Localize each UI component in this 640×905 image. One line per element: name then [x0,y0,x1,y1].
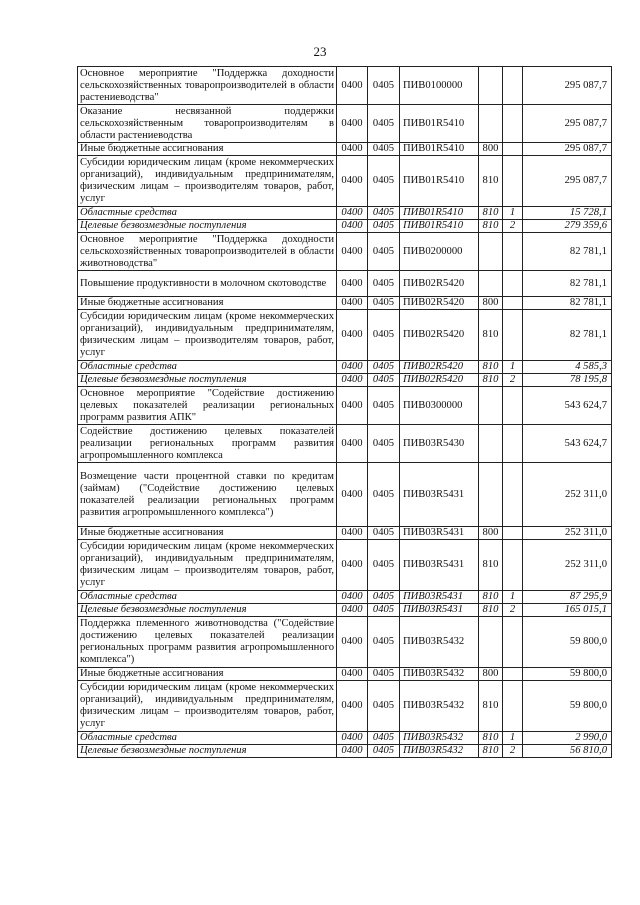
row-name-cell: Субсидии юридическим лицам (кроме некоммерческих организаций), индивидуальным предпринимателям, физическим лицам – производителям товаров, работ, услуг [78,540,337,591]
funding-source-cell: 1 [503,732,523,745]
subsection-code-cell: 0405 [368,681,400,732]
amount-cell: 295 087,7 [523,105,612,143]
page-number: 23 [313,44,327,59]
subsection-code-cell: 0405 [368,220,400,233]
row-name-cell: Иные бюджетные ассигнования [78,668,337,681]
subsection-code-cell: 0405 [368,745,400,758]
table-row [78,143,612,156]
section-code-cell: 0400 [337,105,368,143]
expense-type-cell: 800 [479,143,503,156]
amount-cell: 59 800,0 [523,681,612,732]
expense-type-cell [479,425,503,463]
table-row [78,591,612,604]
funding-source-cell [503,617,523,668]
section-code-cell: 0400 [337,540,368,591]
expense-type-cell: 810 [479,540,503,591]
expense-type-cell [479,271,503,297]
subsection-code-cell: 0405 [368,527,400,540]
subsection-code-cell: 0405 [368,361,400,374]
funding-source-cell [503,681,523,732]
row-name-cell: Целевые безвозмездные поступления [78,374,337,387]
funding-source-cell: 2 [503,220,523,233]
target-article-cell: ПИВ03R5430 [400,425,479,463]
funding-source-cell: 1 [503,591,523,604]
table-row [78,540,612,591]
funding-source-cell [503,105,523,143]
section-code-cell: 0400 [337,233,368,271]
table-row [78,374,612,387]
target-article-cell: ПИВ03R5432 [400,668,479,681]
row-name-cell: Областные средства [78,732,337,745]
table-row [78,220,612,233]
table-row [78,425,612,463]
table-row [78,745,612,758]
amount-cell: 56 810,0 [523,745,612,758]
target-article-cell: ПИВ03R5432 [400,732,479,745]
row-name-cell: Содействие достижению целевых показателей реализации региональных программ развития агропромышленного комплекса [78,425,337,463]
budget-table [77,66,612,758]
funding-source-cell [503,527,523,540]
amount-cell: 59 800,0 [523,668,612,681]
subsection-code-cell: 0405 [368,668,400,681]
table-row [78,668,612,681]
subsection-code-cell: 0405 [368,463,400,527]
target-article-cell: ПИВ03R5431 [400,591,479,604]
funding-source-cell [503,143,523,156]
section-code-cell: 0400 [337,374,368,387]
target-article-cell: ПИВ03R5432 [400,617,479,668]
expense-type-cell: 810 [479,745,503,758]
amount-cell: 87 295,9 [523,591,612,604]
expense-type-cell: 810 [479,681,503,732]
target-article-cell: ПИВ02R5420 [400,310,479,361]
table-row [78,387,612,425]
section-code-cell: 0400 [337,361,368,374]
row-name-cell: Основное мероприятие "Поддержка доходности сельскохозяйственных товаропроизводителей в области животноводства" [78,233,337,271]
table-row [78,233,612,271]
table-row [78,463,612,527]
row-name-cell: Областные средства [78,207,337,220]
amount-cell: 82 781,1 [523,297,612,310]
section-code-cell: 0400 [337,463,368,527]
funding-source-cell [503,233,523,271]
expense-type-cell: 810 [479,604,503,617]
section-code-cell: 0400 [337,745,368,758]
section-code-cell: 0400 [337,207,368,220]
section-code-cell: 0400 [337,732,368,745]
amount-cell: 165 015,1 [523,604,612,617]
row-name-cell: Иные бюджетные ассигнования [78,143,337,156]
section-code-cell: 0400 [337,220,368,233]
target-article-cell: ПИВ03R5432 [400,681,479,732]
table-row [78,604,612,617]
amount-cell: 279 359,6 [523,220,612,233]
row-name-cell: Целевые безвозмездные поступления [78,745,337,758]
section-code-cell: 0400 [337,297,368,310]
row-name-cell: Возмещение части процентной ставки по кредитам (займам) ("Содействие достижению целевых показателей реализации региональных программ развития агропромышленного комплекса") [78,463,337,527]
table-row [78,156,612,207]
expense-type-cell [479,617,503,668]
subsection-code-cell: 0405 [368,425,400,463]
section-code-cell: 0400 [337,668,368,681]
funding-source-cell: 2 [503,745,523,758]
funding-source-cell [503,67,523,105]
target-article-cell: ПИВ01R5410 [400,156,479,207]
funding-source-cell: 2 [503,374,523,387]
amount-cell: 59 800,0 [523,617,612,668]
target-article-cell: ПИВ03R5431 [400,604,479,617]
funding-source-cell [503,668,523,681]
subsection-code-cell: 0405 [368,207,400,220]
target-article-cell: ПИВ02R5420 [400,374,479,387]
subsection-code-cell: 0405 [368,156,400,207]
amount-cell: 543 624,7 [523,387,612,425]
target-article-cell: ПИВ03R5431 [400,463,479,527]
subsection-code-cell: 0405 [368,67,400,105]
funding-source-cell [503,425,523,463]
row-name-cell: Субсидии юридическим лицам (кроме некоммерческих организаций), индивидуальным предпринимателям, физическим лицам – производителям товаров, работ, услуг [78,156,337,207]
amount-cell: 82 781,1 [523,233,612,271]
expense-type-cell [479,105,503,143]
expense-type-cell [479,233,503,271]
table-row [78,310,612,361]
section-code-cell: 0400 [337,387,368,425]
table-row [78,732,612,745]
section-code-cell: 0400 [337,310,368,361]
table-row [78,617,612,668]
amount-cell: 252 311,0 [523,540,612,591]
row-name-cell: Оказание несвязанной поддержки сельскохозяйственным товаропроизводителям в области растениеводства [78,105,337,143]
funding-source-cell: 1 [503,361,523,374]
expense-type-cell [479,67,503,105]
expense-type-cell: 810 [479,310,503,361]
target-article-cell: ПИВ01R5410 [400,220,479,233]
subsection-code-cell: 0405 [368,297,400,310]
expense-type-cell: 810 [479,156,503,207]
row-name-cell: Целевые безвозмездные поступления [78,604,337,617]
row-name-cell: Основное мероприятие "Содействие достижению целевых показателей реализации региональных программ развития АПК" [78,387,337,425]
table-row [78,67,612,105]
section-code-cell: 0400 [337,527,368,540]
row-name-cell: Иные бюджетные ассигнования [78,527,337,540]
funding-source-cell [503,463,523,527]
section-code-cell: 0400 [337,271,368,297]
section-code-cell: 0400 [337,425,368,463]
subsection-code-cell: 0405 [368,233,400,271]
subsection-code-cell: 0405 [368,604,400,617]
expense-type-cell: 810 [479,374,503,387]
expense-type-cell: 810 [479,220,503,233]
target-article-cell: ПИВ03R5431 [400,540,479,591]
amount-cell: 543 624,7 [523,425,612,463]
funding-source-cell [503,271,523,297]
subsection-code-cell: 0405 [368,143,400,156]
amount-cell: 2 990,0 [523,732,612,745]
target-article-cell: ПИВ02R5420 [400,271,479,297]
row-name-cell: Субсидии юридическим лицам (кроме некоммерческих организаций), индивидуальным предпринимателям, физическим лицам – производителям товаров, работ, услуг [78,681,337,732]
funding-source-cell [503,387,523,425]
table-row [78,361,612,374]
subsection-code-cell: 0405 [368,310,400,361]
expense-type-cell: 800 [479,668,503,681]
subsection-code-cell: 0405 [368,540,400,591]
amount-cell: 295 087,7 [523,143,612,156]
target-article-cell: ПИВ03R5431 [400,527,479,540]
amount-cell: 4 585,3 [523,361,612,374]
section-code-cell: 0400 [337,617,368,668]
row-name-cell: Целевые безвозмездные поступления [78,220,337,233]
table-row [78,681,612,732]
funding-source-cell: 2 [503,604,523,617]
row-name-cell: Иные бюджетные ассигнования [78,297,337,310]
table-row [78,527,612,540]
expense-type-cell: 810 [479,591,503,604]
section-code-cell: 0400 [337,156,368,207]
expense-type-cell [479,387,503,425]
row-name-cell: Субсидии юридическим лицам (кроме некоммерческих организаций), индивидуальным предпринимателям, физическим лицам – производителям товаров, работ, услуг [78,310,337,361]
table-row [78,105,612,143]
target-article-cell: ПИВ0200000 [400,233,479,271]
amount-cell: 252 311,0 [523,463,612,527]
table-row [78,271,612,297]
amount-cell: 82 781,1 [523,271,612,297]
budget-table-body [78,67,612,758]
target-article-cell: ПИВ01R5410 [400,143,479,156]
row-name-cell: Областные средства [78,361,337,374]
amount-cell: 252 311,0 [523,527,612,540]
expense-type-cell: 800 [479,297,503,310]
section-code-cell: 0400 [337,67,368,105]
subsection-code-cell: 0405 [368,271,400,297]
expense-type-cell [479,463,503,527]
amount-cell: 82 781,1 [523,310,612,361]
table-row [78,207,612,220]
expense-type-cell: 800 [479,527,503,540]
section-code-cell: 0400 [337,591,368,604]
section-code-cell: 0400 [337,681,368,732]
section-code-cell: 0400 [337,604,368,617]
target-article-cell: ПИВ0300000 [400,387,479,425]
expense-type-cell: 810 [479,361,503,374]
target-article-cell: ПИВ02R5420 [400,361,479,374]
subsection-code-cell: 0405 [368,617,400,668]
row-name-cell: Поддержка племенного животноводства ("Содействие достижению целевых показателей реализации региональных программ развития агропромышленного комплекса") [78,617,337,668]
target-article-cell: ПИВ01R5410 [400,105,479,143]
subsection-code-cell: 0405 [368,591,400,604]
target-article-cell: ПИВ01R5410 [400,207,479,220]
amount-cell: 15 728,1 [523,207,612,220]
table-row [78,297,612,310]
section-code-cell: 0400 [337,143,368,156]
expense-type-cell: 810 [479,732,503,745]
amount-cell: 295 087,7 [523,156,612,207]
funding-source-cell [503,297,523,310]
amount-cell: 78 195,8 [523,374,612,387]
funding-source-cell [503,540,523,591]
row-name-cell: Повышение продуктивности в молочном скотоводстве [78,271,337,297]
funding-source-cell: 1 [503,207,523,220]
amount-cell: 295 087,7 [523,67,612,105]
row-name-cell: Областные средства [78,591,337,604]
expense-type-cell: 810 [479,207,503,220]
target-article-cell: ПИВ03R5432 [400,745,479,758]
subsection-code-cell: 0405 [368,105,400,143]
target-article-cell: ПИВ0100000 [400,67,479,105]
subsection-code-cell: 0405 [368,387,400,425]
target-article-cell: ПИВ02R5420 [400,297,479,310]
funding-source-cell [503,310,523,361]
funding-source-cell [503,156,523,207]
subsection-code-cell: 0405 [368,374,400,387]
row-name-cell: Основное мероприятие "Поддержка доходности сельскохозяйственных товаропроизводителей в области растениеводства" [78,67,337,105]
subsection-code-cell: 0405 [368,732,400,745]
